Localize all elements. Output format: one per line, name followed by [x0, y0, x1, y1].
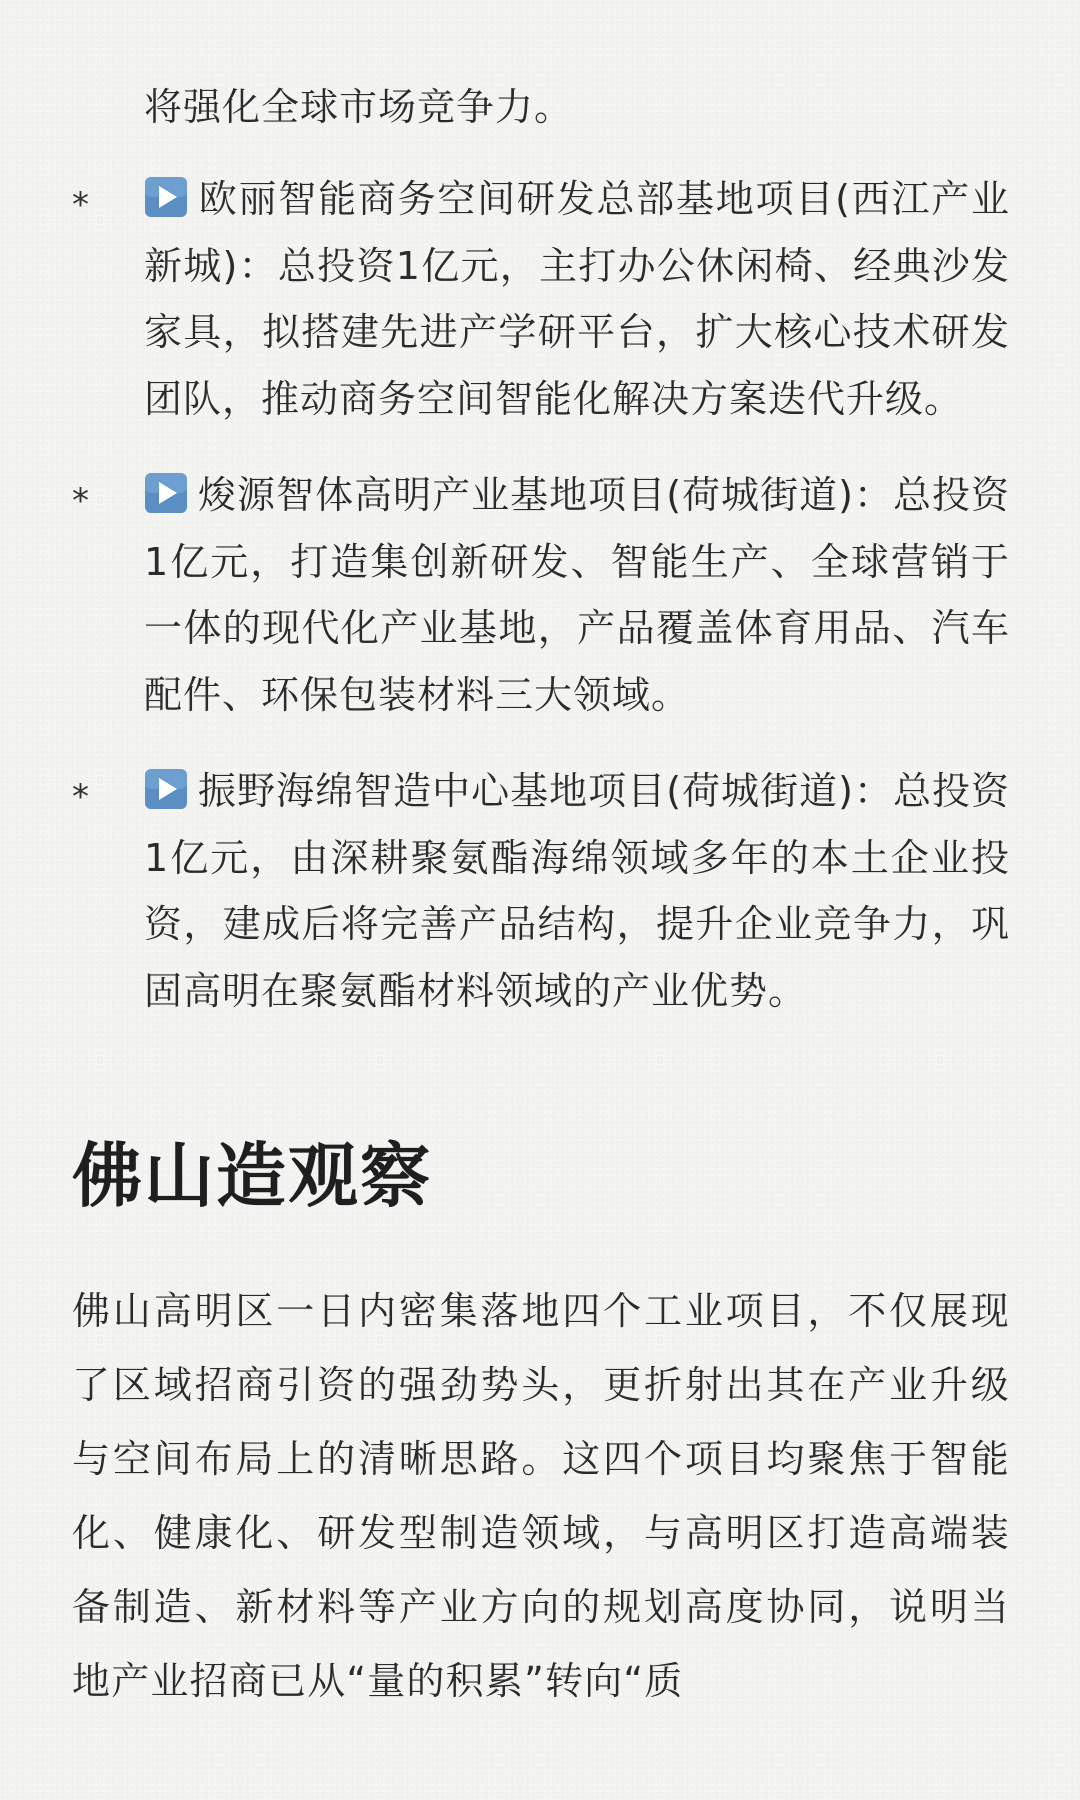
bullet-asterisk: *: [72, 481, 89, 521]
bullet-asterisk: *: [72, 185, 89, 225]
analysis-paragraph: 佛山高明区一日内密集落地四个工业项目，不仅展现了区域招商引资的强劲势头，更折射出其在产业升级与空间布局上的清晰思路。这四个项目均聚焦于智能化、健康化、研发型制造领域，与高明区打造高端装备制造、新材料等产业方向的规划高度协同，说明当地产业招商已从“量的积累”转向“质: [72, 1289, 1010, 1703]
bullet-asterisk: *: [72, 777, 89, 817]
project-text: 振野海绵智造中心基地项目(荷城街道)：总投资1亿元，由深耕聚氨酯海绵领域多年的本土企业投资，建成后将完善产品结构，提升企业竞争力，巩固高明在聚氨酯材料领域的产业优势。: [144, 769, 1010, 1013]
play-button-icon: [144, 768, 188, 810]
previous-item-continuation: 将强化全球市场竞争力。: [144, 85, 574, 129]
project-text: 焌源智体高明产业基地项目(荷城街道)：总投资1亿元，打造集创新研发、智能生产、全球营销于一体的现代化产业基地，产品覆盖体育用品、汽车配件、环保包装材料三大领域。: [144, 473, 1010, 717]
project-text: 欧丽智能商务空间研发总部基地项目(西江产业新城)：总投资1亿元，主打办公休闲椅、经典沙发家具，拟搭建先进产学研平台，扩大核心技术研发团队，推动商务空间智能化解决方案迭代升级。: [144, 177, 1010, 421]
project-description: [144, 166, 1010, 432]
project-description: [144, 758, 1010, 1024]
play-button-icon: [144, 472, 188, 514]
project-description: [144, 462, 1010, 728]
project-list-item: [0, 462, 1080, 728]
project-list-item: [0, 166, 1080, 432]
project-bullet-list: [0, 166, 1080, 1054]
section-heading: 佛山造观察: [72, 1135, 432, 1217]
play-button-icon: [144, 176, 188, 218]
project-list-item: [0, 758, 1080, 1024]
